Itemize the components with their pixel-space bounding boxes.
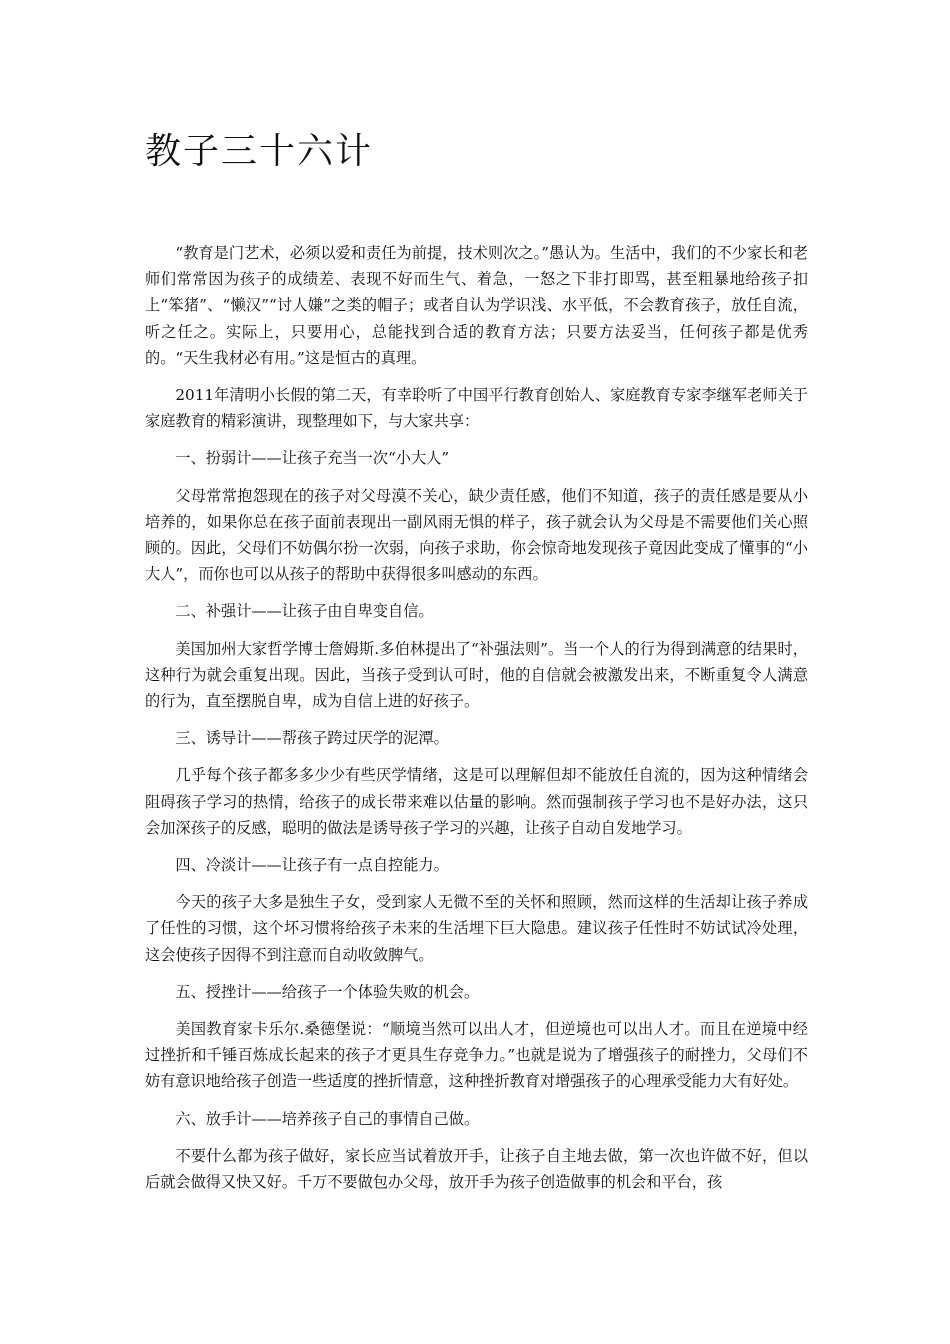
document-body: [145, 240, 808, 1206]
section-heading-5: 五、授挫计——给孩子一个体验失败的机会。: [175, 982, 480, 1001]
section-heading-6: 六、放手计——培养孩子自己的事情自己做。: [175, 1109, 480, 1128]
document-title: 教子三十六计: [145, 131, 374, 172]
section-body-1: 父母常常抱怨现在的孩子对父母漠不关心，缺少责任感，他们不知道，孩子的责任感是要从小培养的，如果你总在孩子面前表现出一副风雨无惧的样子，孩子就会认为父母是不需要他们关心照顾的。因此，父母们不妨偶尔扮一次弱，向孩子求助，你会惊奇地发现孩子竟因此变成了懂事的“小大人”，而你也可以从孩子的帮助中获得很多叫感动的东西。: [145, 486, 808, 584]
section-heading-4: 四、冷淡计——让孩子有一点自控能力。: [175, 856, 449, 875]
section-body-2: 美国加州大家哲学博士詹姆斯.多伯林提出了“补强法则”。当一个人的行为得到满意的结果时，这种行为就会重复出现。因此，当孩子受到认可时，他的自信就会被激发出来，不断重复令人满意的行为，直至摆脱自卑，成为自信上进的好孩子。: [145, 639, 808, 711]
section-body-6: 不要什么都为孩子做好，家长应当试着放开手，让孩子自主地去做，第一次也许做不好，但以后就会做得又快又好。千万不要做包办父母，放开手为孩子创造做事的机会和平台，孩: [145, 1146, 808, 1192]
section-body-4: 今天的孩子大多是独生子女，受到家人无微不至的关怀和照顾，然而这样的生活却让孩子养成了任性的习惯，这个坏习惯将给孩子未来的生活埋下巨大隐患。建议孩子任性时不妨试试冷处理，这会使孩子因得不到注意而自动收敛脾气。: [145, 893, 808, 964]
intro-paragraph-2: 2011年清明小长假的第二天，有幸聆听了中国平行教育创始人、家庭教育专家李继军老师关于家庭教育的精彩演讲，现整理如下，与大家共享：: [145, 386, 808, 431]
section-heading-1: 一、扮弱计——让孩子充当一次“小大人”: [175, 449, 450, 468]
section-heading-2: 二、补强计——让孩子由自卑变自信。: [175, 602, 434, 621]
section-body-5: 美国教育家卡乐尔.桑德堡说：“顺境当然可以出人才，但逆境也可以出人才。而且在逆境中经过挫折和千锤百炼成长起来的孩子才更具生存竞争力。”也就是说为了增强孩子的耐挫力，父母们不妨有意识地给孩子创造一些适度的挫折情意，这种挫折教育对增强孩子的心理承受能力大有好处。: [145, 1020, 808, 1091]
intro-paragraph-1: “教育是门艺术，必须以爱和责任为前提，技术则次之。”愚认为。生活中，我们的不少家长和老师们常常因为孩子的成绩差、表现不好而生气、着急，一怒之下非打即骂，甚至粗暴地给孩子扣上“笨猪”、“懒汉”“讨人嫌”之类的帽子；或者自认为学识浅、水平低，不会教育孩子，放任自流，听之任之。实际上，只要用心，总能找到合适的教育方法；只要方法妥当，任何孩子都是优秀的。“天生我材必有用。”这是恒古的真理。: [145, 244, 808, 367]
section-body-3: 几乎每个孩子都多多少少有些厌学情绪，这是可以理解但却不能放任自流的，因为这种情绪会阻碍孩子学习的热情，给孩子的成长带来难以估量的影响。然而强制孩子学习也不是好办法，这只会加深孩子的反感，聪明的做法是诱导孩子学习的兴趣，让孩子自动自发地学习。: [145, 766, 808, 837]
section-heading-3: 三、诱导计——帮孩子跨过厌学的泥潭。: [175, 729, 449, 748]
